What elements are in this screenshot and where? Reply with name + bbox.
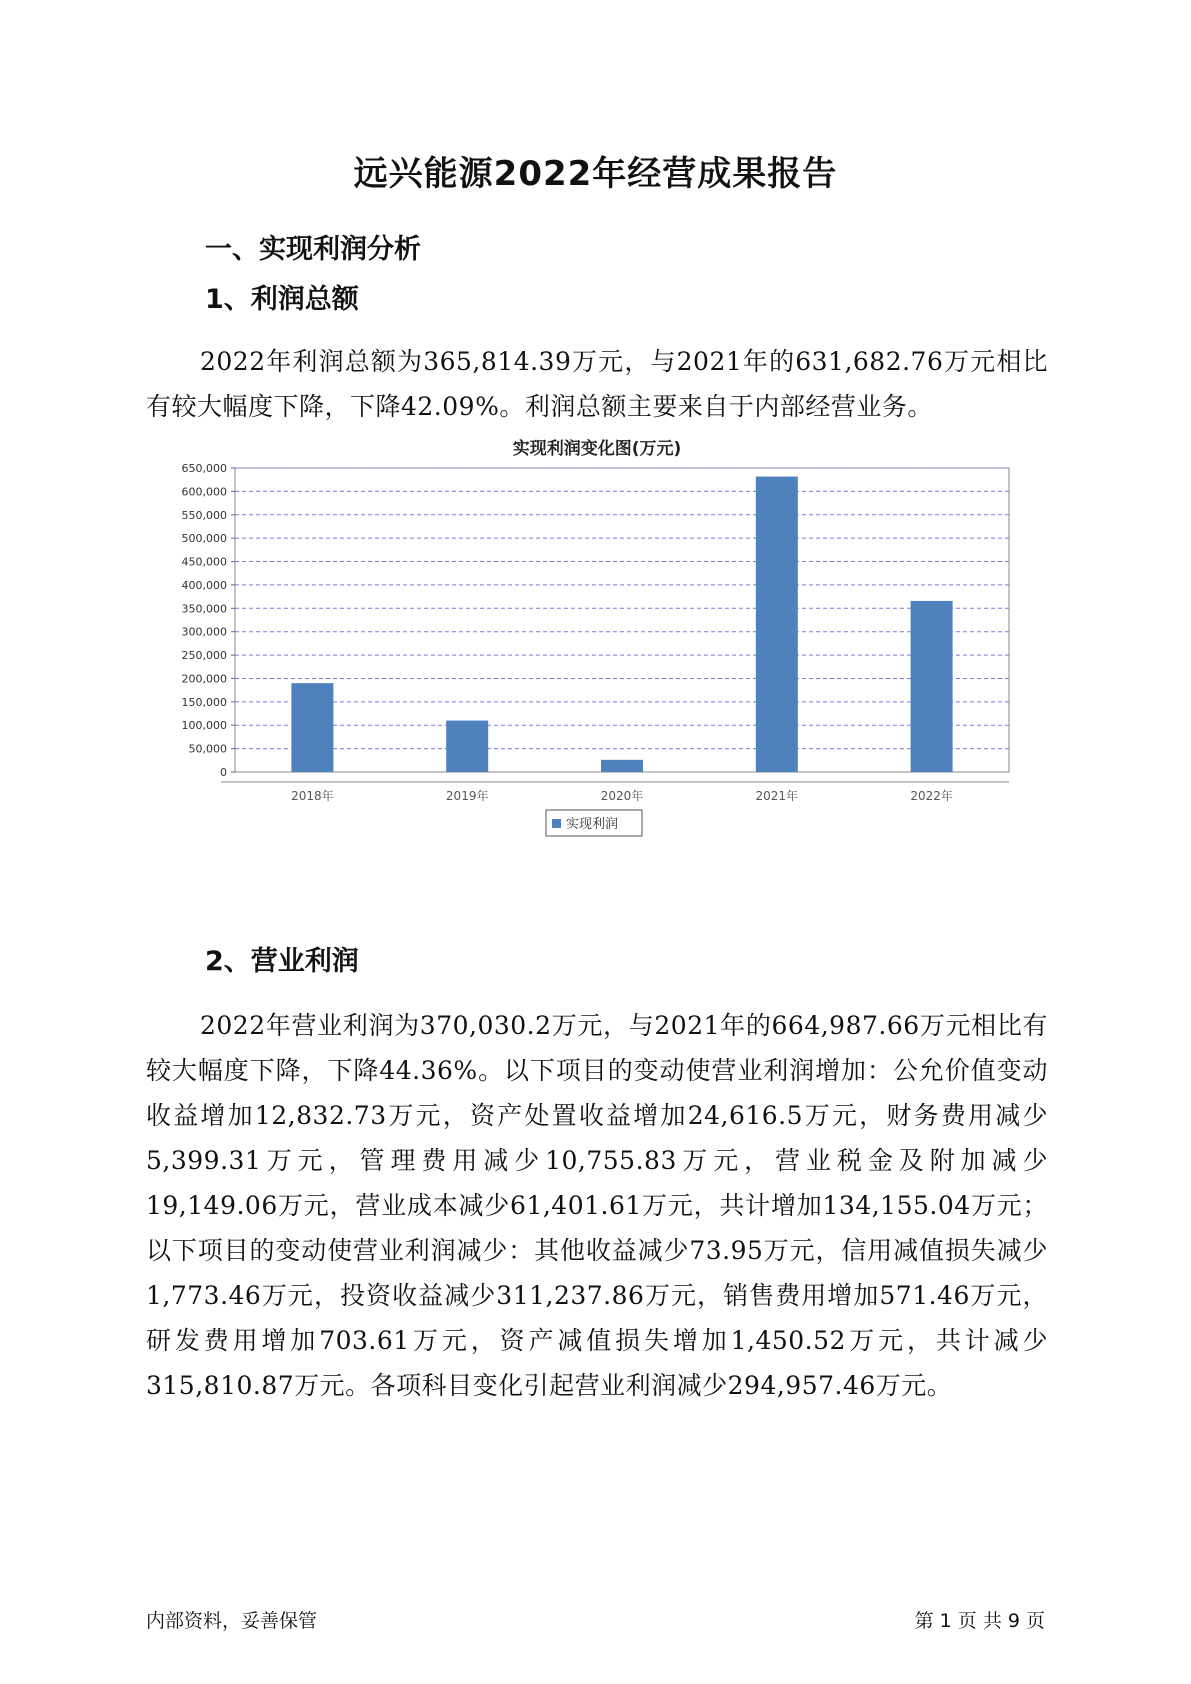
x-tick-label: 2021年	[755, 789, 799, 803]
y-tick-label: 650,000	[181, 462, 227, 475]
y-tick-label: 600,000	[181, 485, 227, 499]
bar-2018年	[291, 683, 333, 772]
y-tick-label: 250,000	[181, 649, 227, 663]
y-tick-label: 50,000	[188, 742, 227, 756]
plot-area	[235, 468, 1009, 772]
x-tick-label: 2019年	[445, 789, 489, 803]
y-tick-label: 550,000	[181, 508, 227, 522]
y-tick-label: 300,000	[181, 625, 227, 639]
operating-profit-paragraph: 2022年营业利润为370,030.2万元，与2021年的664,987.66万元相比有较大幅度下降，下降44.36%。以下项目的变动使营业利润增加：公允价值变动收益增加12,832.73万元，资产处置收益增加24,616.5万元，财务费用减少5,399.31万元，管理费用减少10,755.83万元，营业税金及附加减少19,149.06万元，营业成本减少61,401.61万元，共计增加134,155.04万元；以下项目的变动使营业利润减少：其他收益减少73.95万元，信用减值损失减少1,773.46万元，投资收益减少311,237.86万元，销售费用增加571.46万元，研发费用增加703.61万元，资产减值损失增加1,450.52万元，共计减少315,810.87万元。各项科目变化引起营业利润减少294,957.46万元。	[146, 1011, 1048, 1400]
profit-chart	[146, 439, 1048, 915]
bar-2020年	[601, 760, 643, 772]
profit-bar-chart	[146, 439, 1048, 915]
y-tick-label: 200,000	[181, 672, 227, 686]
legend-label: 实现利润	[566, 817, 619, 832]
y-tick-label: 0	[220, 766, 227, 779]
y-tick-label: 400,000	[181, 578, 227, 592]
footer-confidential-note: 内部资料，妥善保管	[146, 1610, 318, 1632]
bar-2021年	[756, 477, 798, 772]
y-tick-label: 350,000	[181, 602, 227, 616]
bar-2022年	[911, 601, 953, 772]
subheading-operating-profit: 2、营业利润	[205, 946, 359, 977]
x-tick-label: 2020年	[600, 789, 644, 803]
x-tick-label: 2018年	[291, 789, 334, 803]
y-tick-label: 100,000	[181, 719, 227, 733]
subheading-total-profit: 1、利润总额	[205, 284, 359, 315]
total-profit-paragraph: 2022年利润总额为365,814.39万元，与2021年的631,682.76万元相比有较大幅度下降，下降42.09%。利润总额主要来自于内部经营业务。	[146, 347, 1048, 421]
chart-title: 实现利润变化图(万元)	[512, 439, 682, 459]
y-tick-label: 150,000	[181, 695, 227, 709]
legend-swatch	[552, 819, 561, 828]
bar-2019年	[446, 721, 488, 772]
section-heading-profit-analysis: 一、实现利润分析	[205, 234, 421, 265]
y-tick-label: 500,000	[181, 532, 227, 546]
document-title: 远兴能源2022年经营成果报告	[353, 154, 838, 194]
x-tick-label: 2022年	[910, 789, 953, 803]
y-tick-label: 450,000	[181, 555, 227, 569]
footer-page-number: 第 1 页 共 9 页	[914, 1610, 1045, 1632]
